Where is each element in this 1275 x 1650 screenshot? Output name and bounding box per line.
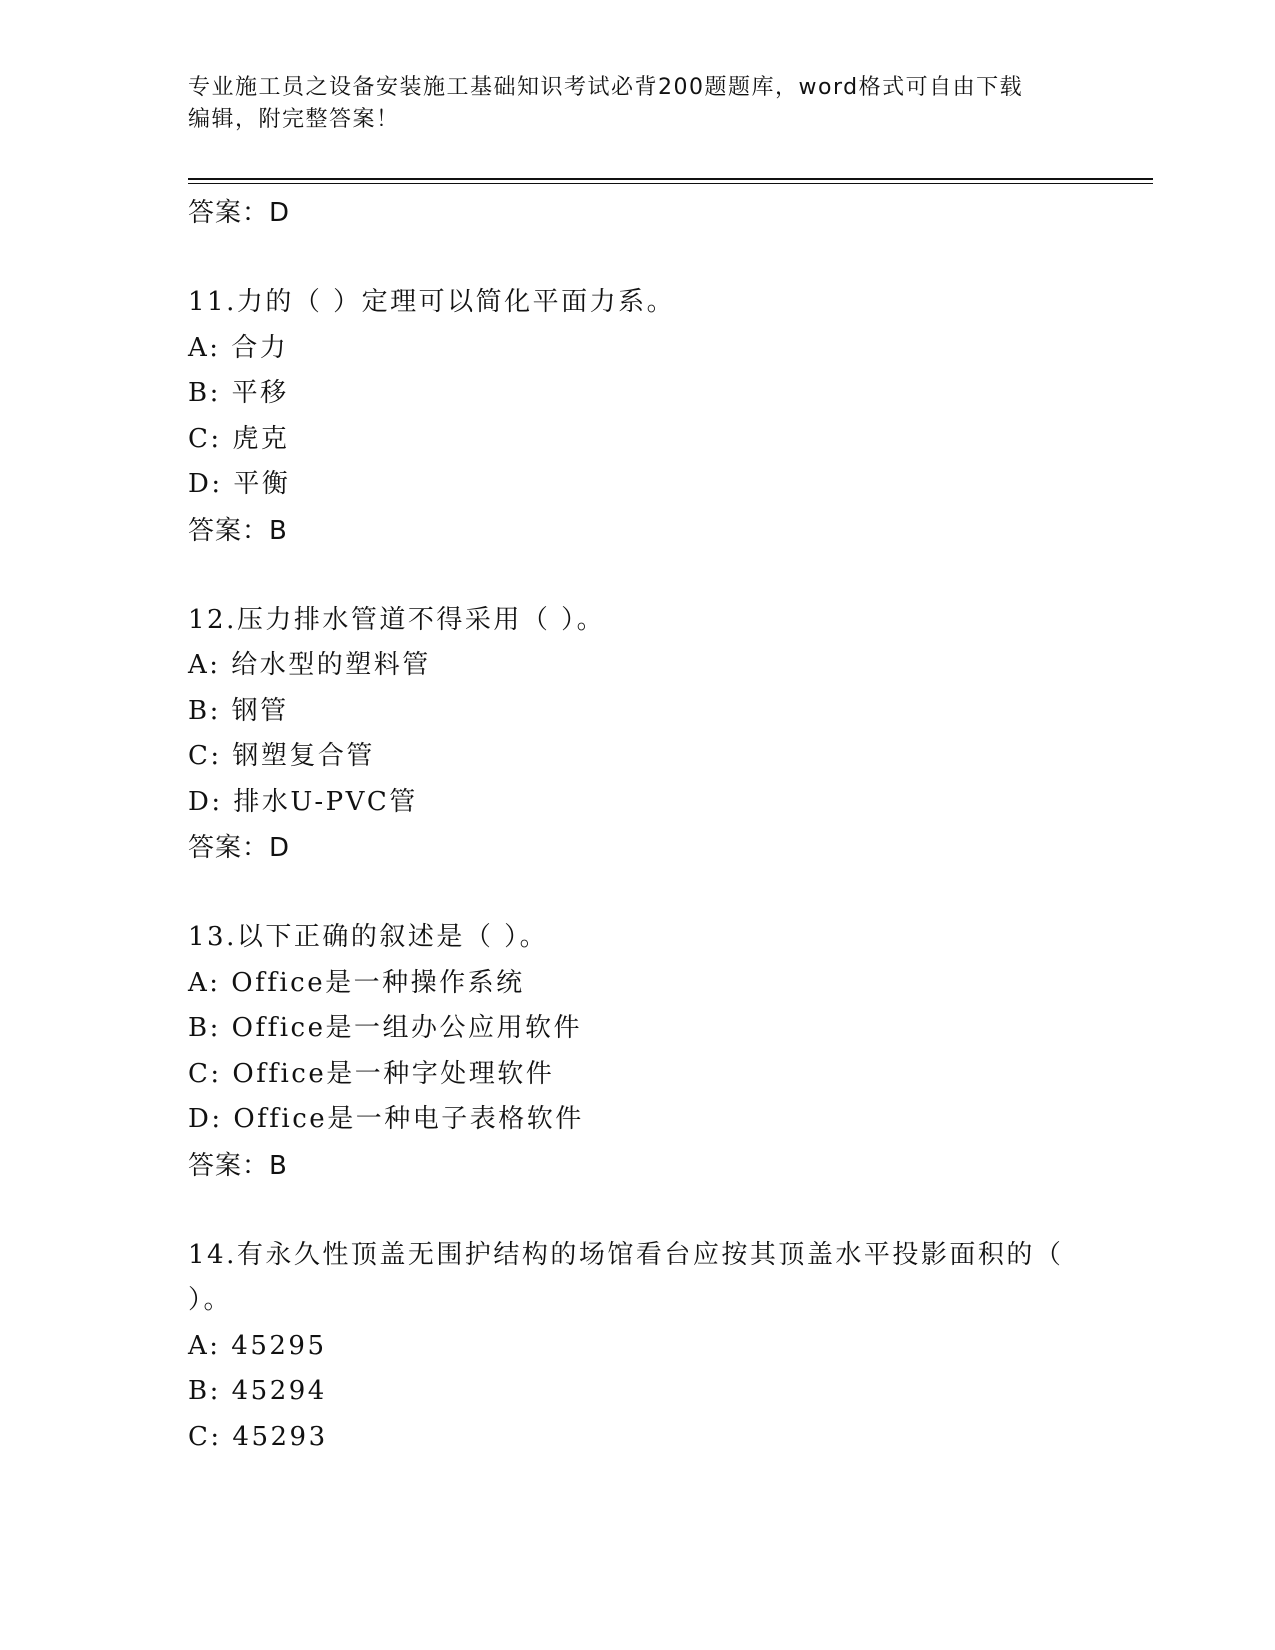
question-14 bbox=[188, 1233, 1088, 1461]
answer: 答案：B bbox=[188, 515, 288, 546]
option-d: D: 排水U-PVC管 bbox=[188, 786, 418, 817]
question-list bbox=[188, 190, 1088, 1504]
option-b: B: 平移 bbox=[188, 378, 289, 408]
option-b: B: 钢管 bbox=[188, 695, 289, 726]
option-c: C: 45293 bbox=[188, 1421, 328, 1452]
document-header bbox=[188, 72, 1088, 136]
header-line-1: 专业施工员之设备安装施工基础知识考试必背200题题库，word格式可自由下载 bbox=[188, 75, 1024, 100]
question-stem: 11.力的（ ）定理可以简化平面力系。 bbox=[188, 287, 676, 317]
option-a: A: 合力 bbox=[188, 332, 289, 363]
question-stem: 13.以下正确的叙述是（ ）。 bbox=[188, 922, 549, 952]
question-11 bbox=[188, 280, 1088, 554]
question-12 bbox=[188, 598, 1088, 872]
option-c: C: Office是一种字处理软件 bbox=[188, 1058, 555, 1089]
answer-previous: 答案：D bbox=[188, 198, 291, 228]
option-c: C: 钢塑复合管 bbox=[188, 741, 375, 771]
option-d: D: Office是一种电子表格软件 bbox=[188, 1104, 584, 1134]
option-b: B: Office是一组办公应用软件 bbox=[188, 1013, 582, 1043]
option-b: B: 45294 bbox=[188, 1376, 327, 1406]
question-13 bbox=[188, 915, 1088, 1189]
answer: 答案：D bbox=[188, 833, 291, 863]
question-stem: 12.压力排水管道不得采用（ ）。 bbox=[188, 604, 606, 635]
header-divider-thick bbox=[188, 178, 1153, 180]
option-c: C: 虎克 bbox=[188, 423, 290, 454]
option-a: A: Office是一种操作系统 bbox=[188, 967, 525, 998]
question-stem: 14.有永久性顶盖无围护结构的场馆看台应按其顶盖水平投影面积的（ ）。 bbox=[188, 1239, 1075, 1315]
header-line-2: 编辑，附完整答案！ bbox=[188, 107, 400, 132]
answer: 答案：B bbox=[188, 1150, 288, 1181]
header-divider-thin bbox=[188, 183, 1153, 184]
option-a: A: 给水型的塑料管 bbox=[188, 650, 431, 680]
option-a: A: 45295 bbox=[188, 1330, 327, 1361]
option-d: D: 平衡 bbox=[188, 469, 291, 499]
